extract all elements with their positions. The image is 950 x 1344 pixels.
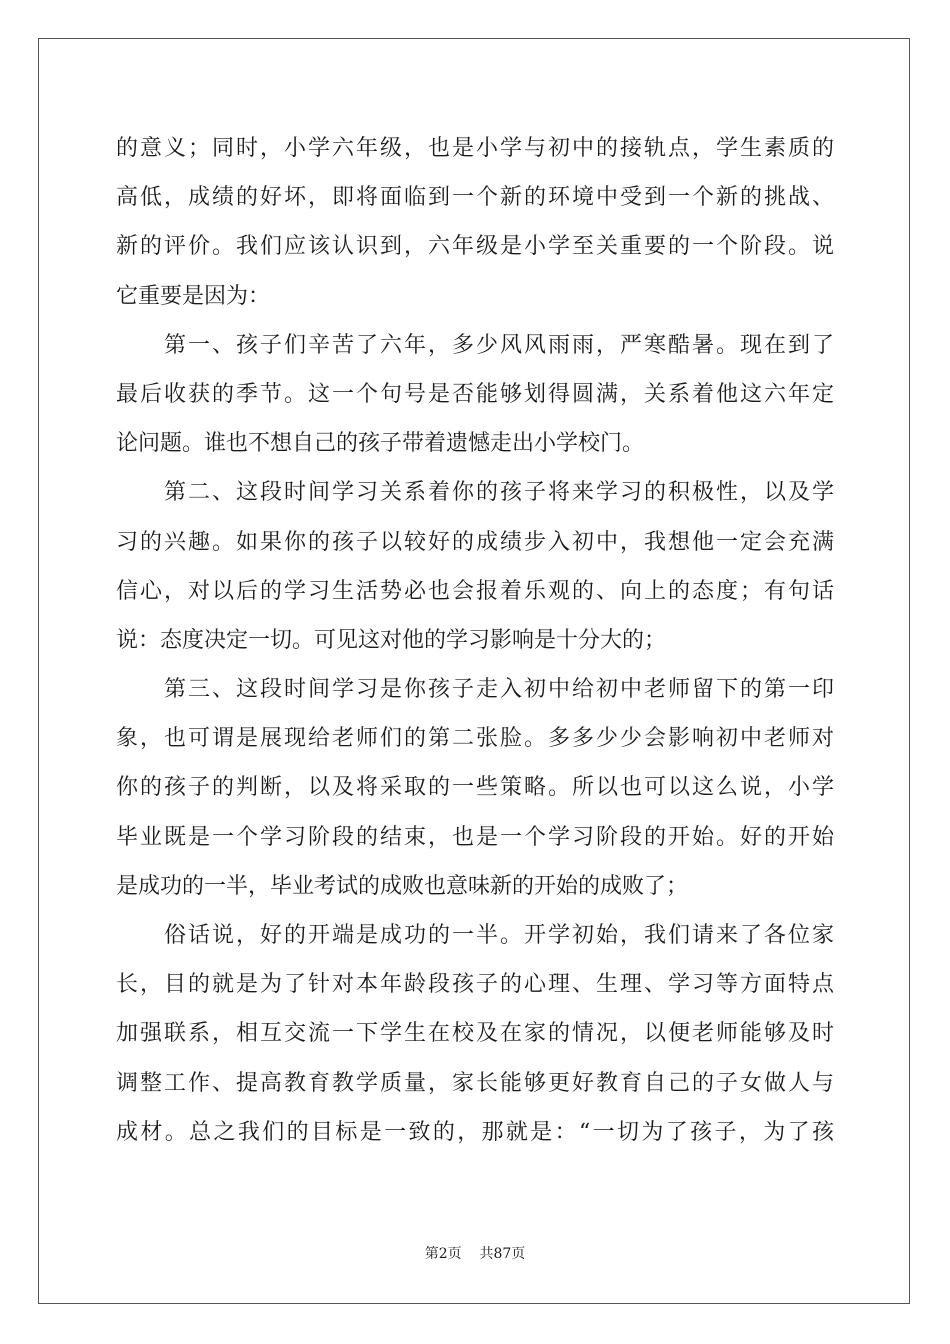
document-body (116, 124, 834, 1157)
text-line: 象，也可谓是展现给老师们的第二张脸。多多少少会影响初中老师对 (116, 726, 834, 752)
text-line: 是成功的一半，毕业考试的成败也意味新的开始的成败了； (116, 873, 689, 899)
text-line: 俗话说，好的开端是成功的一半。开学初始，我们请来了各位家 (164, 923, 834, 948)
text-line: 加强联系，相互交流一下学生在校及在家的情况，以便老师能够及时 (116, 1021, 834, 1047)
text-line: 习的兴趣。如果你的孩子以较好的成绩步入初中，我想他一定会充满 (116, 529, 834, 555)
text-line: 毕业既是一个学习阶段的结束，也是一个学习阶段的开始。好的开始 (116, 824, 834, 850)
page-number: 第2页 (424, 1246, 462, 1262)
text-line: 论问题。谁也不想自己的孩子带着遗憾走出小学校门。 (116, 431, 645, 457)
page-footer (0, 1243, 950, 1263)
text-line: 你的孩子的判断，以及将采取的一些策略。所以也可以这么说，小学 (116, 775, 834, 801)
text-line: 第三、这段时间学习是你孩子走入初中给初中老师留下的第一印 (164, 677, 834, 703)
text-line: 调整工作、提高教育教学质量，家长能够更好教育自己的子女做人与 (116, 1070, 834, 1096)
text-line: 它重要是因为： (116, 283, 271, 309)
text-line: 成材。总之我们的目标是一致的，那就是：“一切为了孩子，为了孩 (116, 1119, 834, 1145)
text-line: 第二、这段时间学习关系着你的孩子将来学习的积极性，以及学 (164, 480, 834, 506)
text-line: 的意义；同时，小学六年级，也是小学与初中的接轨点，学生素质的 (116, 136, 834, 161)
text-line: 高低，成绩的好坏，即将面临到一个新的环境中受到一个新的挑战、 (116, 185, 834, 211)
text-line: 长，目的就是为了针对本年龄段孩子的心理、生理、学习等方面特点 (116, 972, 834, 998)
text-line: 说：态度决定一切。可见这对他的学习影响是十分大的； (116, 627, 667, 653)
text-line: 新的评价。我们应该认识到，六年级是小学至关重要的一个阶段。说 (116, 234, 834, 260)
text-line: 第一、孩子们辛苦了六年，多少风风雨雨，严寒酷暑。现在到了 (164, 332, 834, 358)
page-total: 共87页 (479, 1246, 526, 1262)
text-line: 最后收获的季节。这一个句号是否能够划得圆满，关系着他这六年定 (116, 381, 834, 407)
text-line: 信心，对以后的学习生活势必也会报着乐观的、向上的态度；有句话 (116, 578, 834, 604)
